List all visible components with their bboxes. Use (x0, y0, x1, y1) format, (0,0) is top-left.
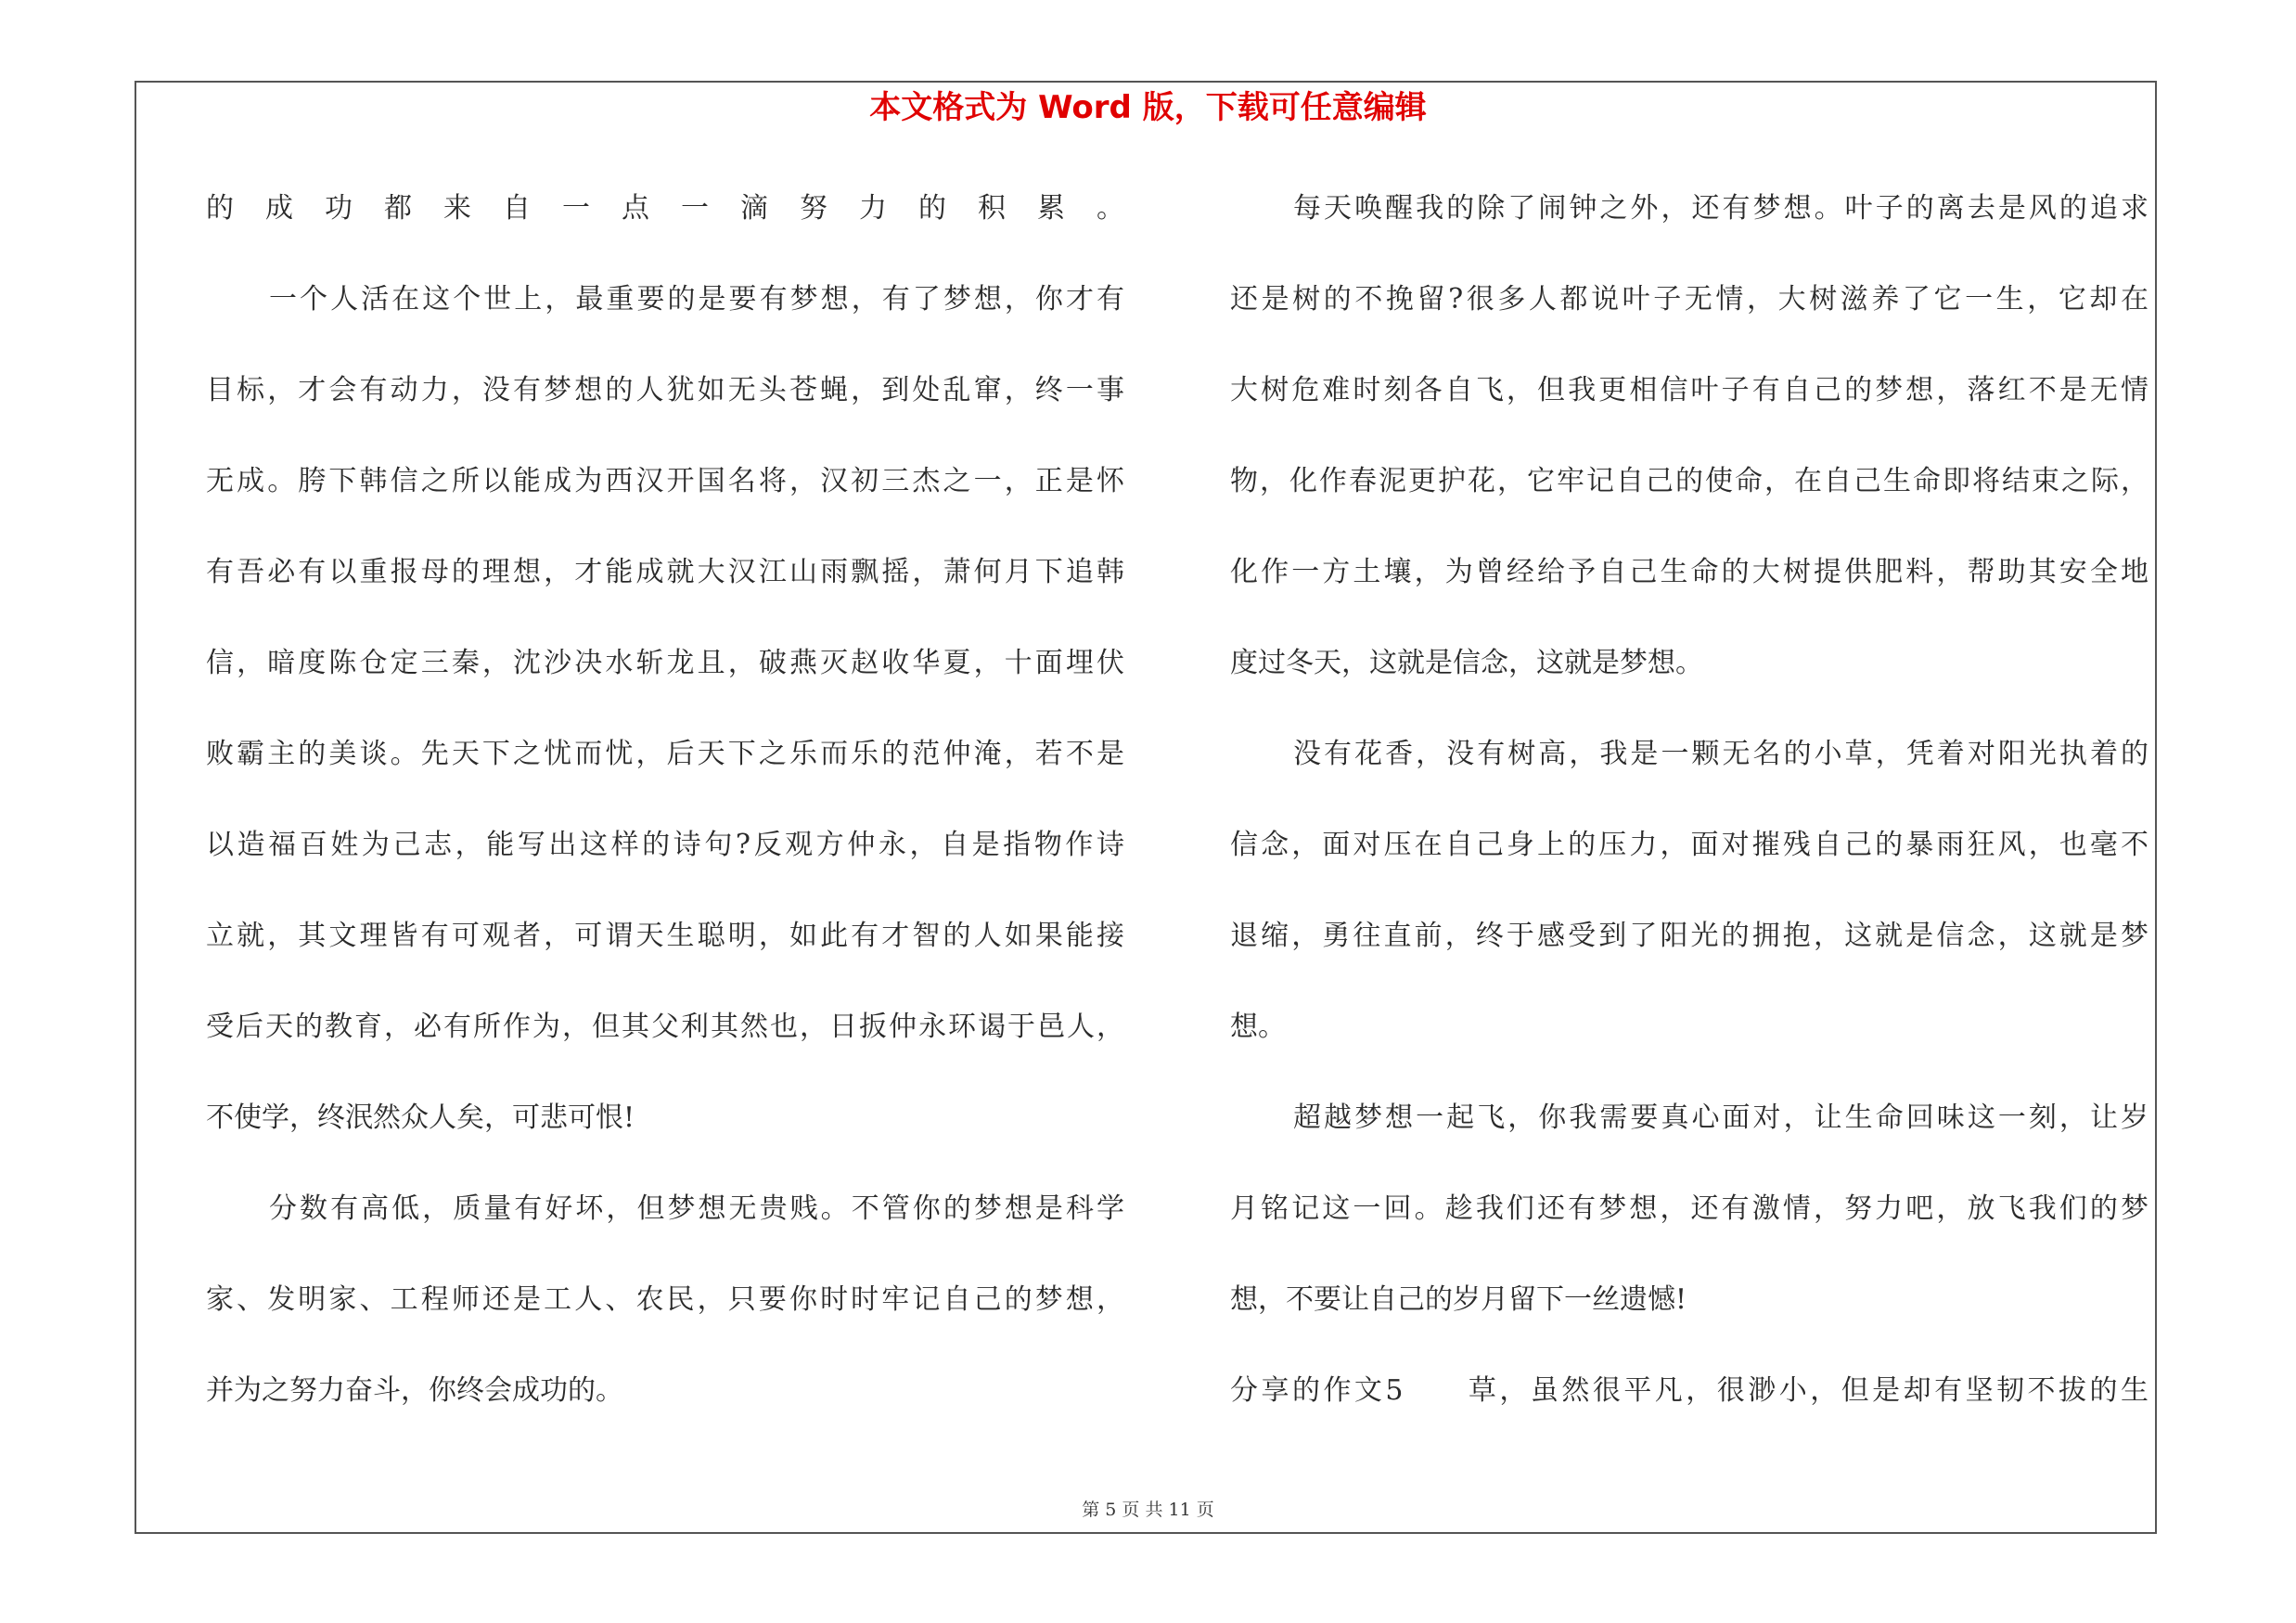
text-line: 并为之努力奋斗，你终会成功的。 (206, 1374, 623, 1407)
text-line: 大树危难时刻各自飞，但我更相信叶子有自己的梦想，落红不是无情 (1230, 374, 2148, 406)
text-line: 有吾必有以重报母的理想，才能成就大汉江山雨飘摇，萧何月下追韩 (206, 556, 1124, 588)
text-line: 无成。胯下韩信之所以能成为西汉开国名将，汉初三杰之一，正是怀 (206, 465, 1124, 497)
text-line: 还是树的不挽留?很多人都说叶子无情，大树滋养了它一生，它却在 (1230, 283, 2148, 316)
text-line: 家、发明家、工程师还是工人、农民，只要你时时牢记自己的梦想， (206, 1283, 1124, 1316)
text-line: 退缩，勇往直前，终于感受到了阳光的拥抱，这就是信念，这就是梦 (1230, 920, 2148, 952)
text-line: 一个人活在这个世上，最重要的是要有梦想，有了梦想，你才有 (269, 283, 1124, 316)
left-text-column (206, 186, 1124, 1459)
text-line: 物，化作春泥更护花，它牢记自己的使命，在自己生命即将结束之际， (1230, 465, 2148, 497)
text-line: 的成功都来自一点一滴努力的积累。 (206, 192, 1124, 225)
text-line: 每天唤醒我的除了闹钟之外，还有梦想。叶子的离去是风的追求 (1293, 192, 2148, 225)
text-line: 以造福百姓为己志，能写出这样的诗句?反观方仲永，自是指物作诗 (206, 829, 1124, 861)
text-line: 败霸主的美谈。先天下之忧而忧，后天下之乐而乐的范仲淹，若不是 (206, 738, 1124, 770)
text-line: 立就，其文理皆有可观者，可谓天生聪明，如此有才智的人如果能接 (206, 920, 1124, 952)
text-line: 信，暗度陈仓定三秦，沈沙决水斩龙且，破燕灭赵收华夏，十面埋伏 (206, 647, 1124, 679)
text-line: 信念，面对压在自己身上的压力，面对摧残自己的暴雨狂风，也毫不 (1230, 829, 2148, 861)
text-line: 分数有高低，质量有好坏，但梦想无贵贱。不管你的梦想是科学 (269, 1192, 1124, 1225)
text-line: 没有花香，没有树高，我是一颗无名的小草，凭着对阳光执着的 (1293, 738, 2148, 770)
text-line: 不使学，终泯然众人矣，可悲可恨! (206, 1101, 635, 1134)
page-number-footer: 第 5 页 共 11 页 (1082, 1500, 1214, 1520)
text-line: 目标，才会有动力，没有梦想的人犹如无头苍蝇，到处乱窜，终一事 (206, 374, 1124, 406)
text-line: 度过冬天，这就是信念，这就是梦想。 (1230, 647, 1703, 679)
text-line: 化作一方土壤，为曾经给予自己生命的大树提供肥料，帮助其安全地 (1230, 556, 2148, 588)
text-line: 月铭记这一回。趁我们还有梦想，还有激情，努力吧，放飞我们的梦 (1230, 1192, 2148, 1225)
text-line: 想，不要让自己的岁月留下一丝遗憾! (1230, 1283, 1687, 1316)
text-line: 分享的作文5 草，虽然很平凡，很渺小，但是却有坚韧不拔的生 (1230, 1374, 2148, 1407)
text-line: 想。 (1230, 1011, 1286, 1043)
text-line: 受后天的教育，必有所作为，但其父利其然也，日扳仲永环谒于邑人， (206, 1011, 1124, 1043)
text-line: 超越梦想一起飞，你我需要真心面对，让生命回味这一刻，让岁 (1293, 1101, 2148, 1134)
format-banner: 本文格式为 Word 版，下载可任意编辑 (869, 89, 1427, 126)
right-text-column (1230, 186, 2148, 1459)
